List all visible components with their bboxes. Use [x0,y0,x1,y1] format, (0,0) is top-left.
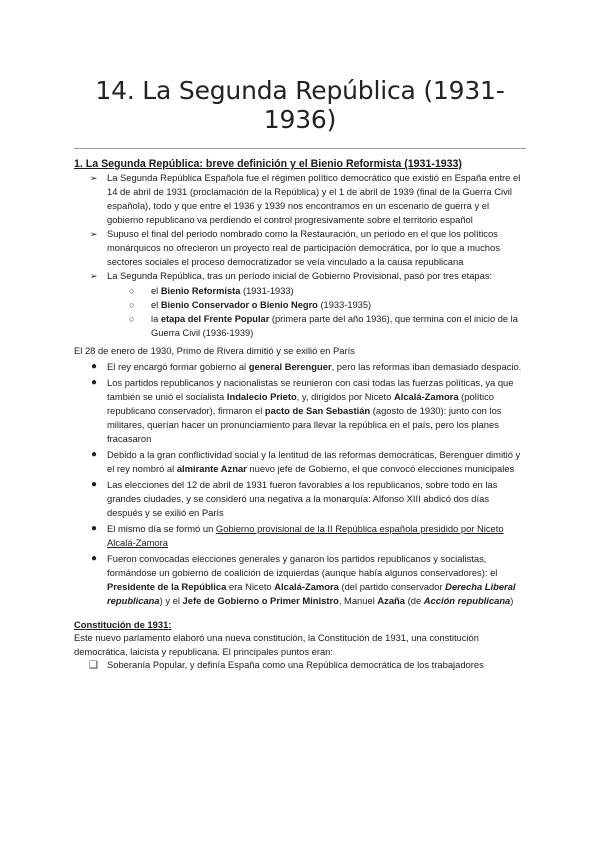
definition-item-2: ➢ Supuso el final del periodo nombrado como la Restauración, un periodo en el que los políticos monárquicos no ofrecieron un proyecto real de participación democrática, por lo que a muchos sectores sociales el proceso democratizador se veía vinculado a la causa republicana [90,228,500,267]
circle-bullet-icon: ○ [129,300,135,310]
title-divider [74,148,526,149]
event-item-3: ● Debido a la gran conflictividad social y la lentitud de las reformas democráticas, Berenguer dimitió y el rey nombró al almirante Aznar nuevo jefe de Gobierno, el que convocó elecciones municipales [91,448,521,474]
event-item-2: ● Los partidos republicanos y nacionalistas se reunieron con casi todas las fuerzas políticas, ya que también se unió el socialista Indalecio Prieto, y, dirigidos por Niceto Alcalá-Zamora (político republicano conservador), firmaron el pacto de San Sebastián (agosto de 1930): junto con los militares, querían hacer un pronunciamiento para llevar la república en el país, pero los planes fracasaron [91,376,514,444]
dot-bullet-icon: ● [91,376,98,388]
constitution-points-list [74,658,526,672]
section2-heading: Constitución de 1931: [74,618,172,630]
circle-bullet-icon: ○ [129,286,135,296]
definition-list [74,171,526,283]
event-item-4: ● Las elecciones del 12 de abril de 1931 fueron favorables a los republicanos, sobre todo en las grandes ciudades, y se consideró una negativa a la monarquía: Alfonso XIII abdicó dos días después y se exilió en París [91,478,498,518]
section1-heading: 1. La Segunda República: breve definición y el Bienio Reformista (1931-1933) [74,158,462,170]
dot-bullet-icon: ● [91,360,98,372]
stage-item-1: ○ el Bienio Reformista (1931-1933) [129,286,294,296]
events-list [74,360,526,608]
dot-bullet-icon: ● [91,448,98,460]
stages-list [74,284,526,340]
stage-item-2: ○ el Bienio Conservador o Bienio Negro (1933-1935) [129,300,372,310]
definition-item-1: ➢ La Segunda República Española fue el régimen político democrático que existió en España entre el 14 de abril de 1931 (proclamación de la República) y el 1 de abril de 1939 (final de la Guerra Civil española), todo y que entre el 1936 y 1939 nos encontramos en un escenario de guerra y el gobierno republicano va perdiendo el control progresivamente sobre el territorio español [90,172,521,225]
constitution-point-1: ❑ Soberanía Popular, y definía España como una República democrática de los trabajadores [89,659,484,671]
arrow-bullet-icon: ➢ [90,271,98,281]
dot-bullet-icon: ● [91,522,98,534]
event-item-5: ● El mismo día se formó un Gobierno provisional de la II República española presidido por Niceto Alcalá-Zamora [91,522,504,548]
event-item-1: ● El rey encargó formar gobierno al general Berenguer, pero las reformas iban demasiado despacio. [91,360,522,372]
checkbox-bullet-icon: ❑ [89,660,98,671]
circle-bullet-icon: ○ [129,314,135,324]
page-title: 14. La Segunda República (1931-1936) [95,76,505,134]
arrow-bullet-icon: ➢ [90,229,98,239]
arrow-bullet-icon: ➢ [90,173,98,183]
definition-item-3: ➢ La Segunda República, tras un período inicial de Gobierno Provisional, pasó por tres etapas: [90,270,493,281]
dot-bullet-icon: ● [91,478,98,490]
event-item-6: ● Fueron convocadas elecciones generales y ganaron los partidos republicanos y socialistas, formándose un gobierno de coalición de izquierdas (aunque había algunos conservadores): el Presidente de la República era Niceto Alcalá-Zamora (del partido conservador Derecha Liberal republicana) y el Jefe de Gobierno o Primer Ministro, Manuel Azaña (de Acción republicana) [91,552,516,606]
constitution-intro: Este nuevo parlamento elaboró una nueva constitución, la Constitución de 1931, una constitución democrática, laicista y republicana. El principales puntos eran: [74,632,479,657]
stage-item-3: ○ la etapa del Frente Popular (primera parte del año 1936), que termina con el inicio de la Guerra Civil (1936-1939) [129,314,518,338]
dot-bullet-icon: ● [91,552,98,564]
intro-paragraph: El 28 de enero de 1930, Primo de Rivera dimitió y se exilió en París [74,345,355,356]
